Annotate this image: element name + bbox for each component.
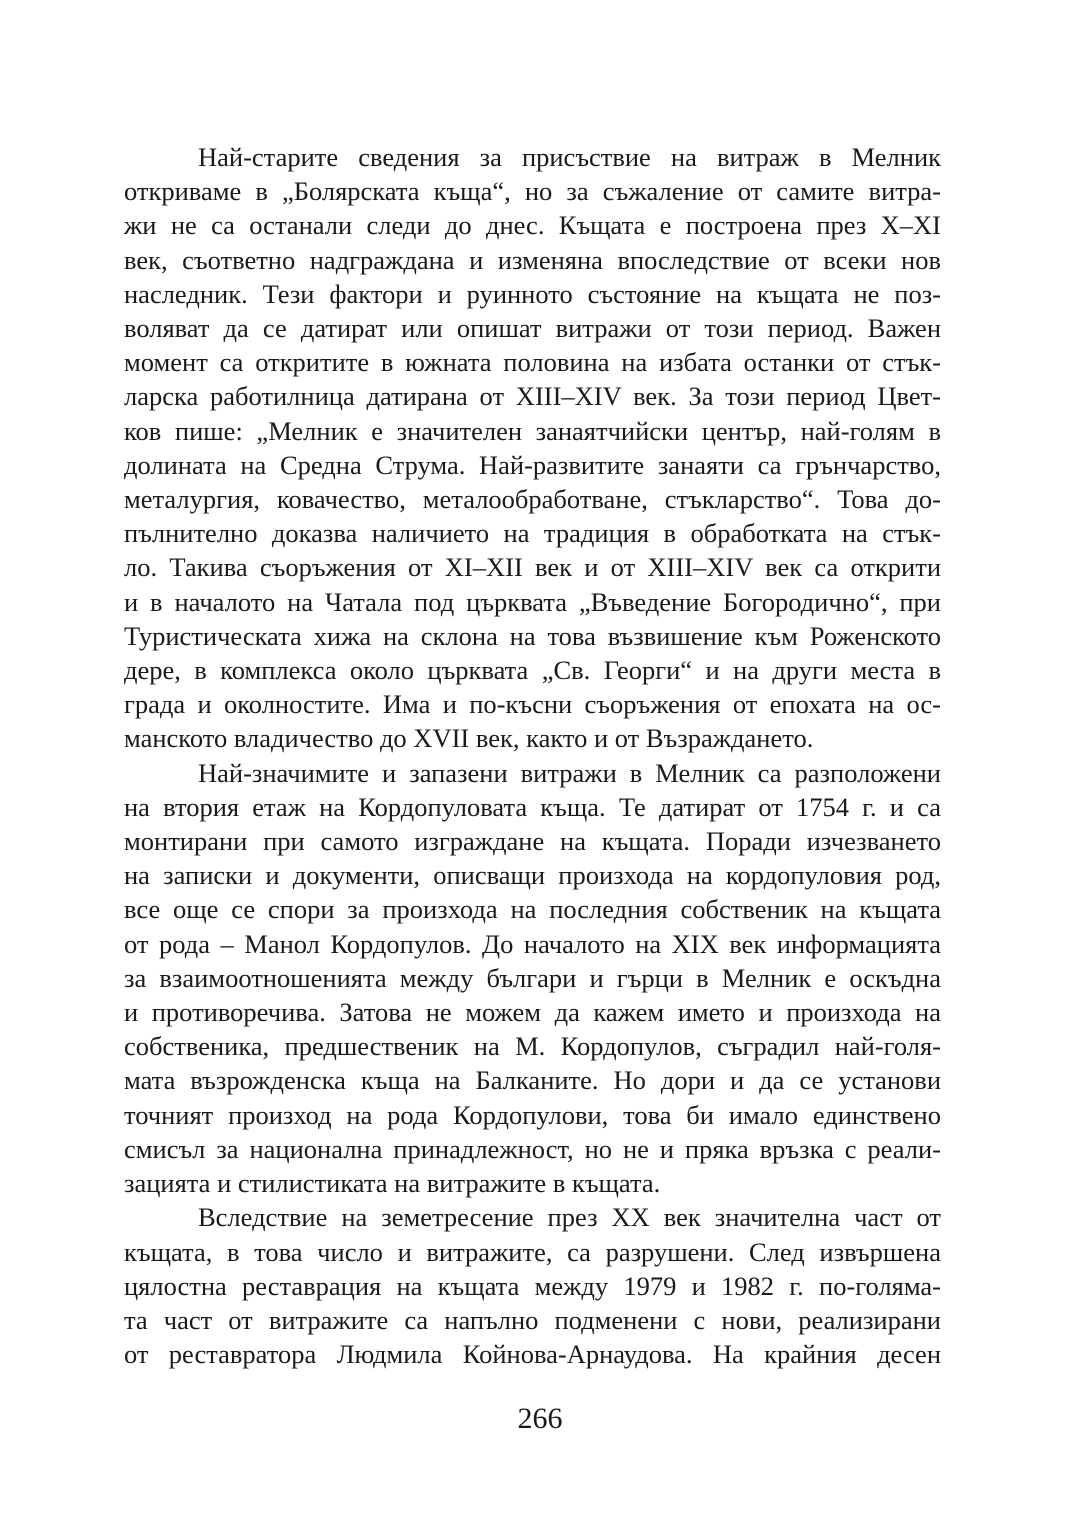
text-line: смисъл за национална принадлежност, но не и пряка връзка с реали-	[124, 1133, 941, 1164]
text-line: манското владичество до XVII век, както и от Възраждането.	[124, 723, 814, 754]
text-line: точният произход на рода Кордопулови, това би имало единствено	[124, 1099, 941, 1130]
text-line: къщата, в това число и витражите, са разрушени. След извършена	[124, 1236, 941, 1267]
text-line: долината на Средна Струма. Най-развитите занаяти са грънчарство,	[124, 449, 941, 480]
text-line: от реставратора Людмила Койнова-Арнаудова. На крайния десен	[124, 1339, 941, 1370]
text-line: ло. Такива съоръжения от XI–XII век и от XIII–XIV век са открити	[124, 552, 941, 583]
text-line: воляват да се датират или опишат витражи от този период. Важен	[124, 313, 941, 344]
text-line: та част от витражите са напълно подменени с нови, реализирани	[124, 1304, 941, 1335]
text-line: зацията и стилистиката на витражите в къщата.	[124, 1168, 661, 1199]
text-line: и противоречива. Затова не можем да кажем името и произхода на	[124, 997, 941, 1028]
text-line: Туристическата хижа на склона на това възвишение към Роженското	[124, 620, 941, 651]
text-line: откриваме в „Болярската къща“, но за съжаление от самите витра-	[124, 176, 941, 207]
text-line: Най-значимите и запазени витражи в Мелник са разположени	[198, 757, 941, 788]
text-line: Вследствие на земетресение през XX век значителна част от	[198, 1202, 941, 1233]
page-number: 266	[517, 1402, 563, 1435]
text-line: ларска работилница датирана от XIII–XIV век. За този период Цвет-	[124, 381, 941, 412]
text-line: и в началото на Чатала под църквата „Въведение Богородично“, при	[124, 586, 941, 617]
text-line: ков пише: „Мелник е значителен занаятчийски център, най-голям в	[124, 415, 941, 446]
body-text	[124, 140, 941, 1371]
paragraph	[124, 140, 941, 756]
text-line: града и околностите. Има и по-късни съоръжения от епохата на ос-	[124, 689, 941, 720]
text-line: дере, в комплекса около църквата „Св. Георги“ и на други места в	[124, 655, 941, 686]
text-line: век, съответно надграждана и изменяна впоследствие от всеки нов	[124, 244, 941, 275]
text-line: пълнително доказва наличието на традиция в обработката на стък-	[124, 518, 941, 549]
text-line: цялостна реставрация на къщата между 1979 и 1982 г. по-голяма-	[124, 1270, 941, 1301]
text-line: момент са откритите в южната половина на избата останки от стък-	[124, 347, 941, 378]
paragraph	[124, 756, 941, 1201]
text-line: Най-старите сведения за присъствие на витраж в Мелник	[198, 142, 941, 172]
text-line: на записки и документи, описващи произхода на кордопуловия род,	[124, 860, 941, 891]
paragraph	[124, 1200, 941, 1371]
text-line: монтирани при самото изграждане на къщата. Поради изчезването	[124, 826, 941, 857]
text-line: все още се спори за произхода на последния собственик на къщата	[124, 894, 941, 925]
text-line: жи не са останали следи до днес. Къщата е построена през X–XI	[124, 210, 941, 241]
text-line: металургия, ковачество, металообработване, стъкларство“. Това до-	[124, 484, 941, 515]
text-line: наследник. Тези фактори и руинното състояние на къщата не поз-	[124, 278, 941, 309]
text-line: от рода – Манол Кордопулов. До началото на XIX век информацията	[124, 928, 941, 959]
text-line: мата възрожденска къща на Балканите. Но дори и да се установи	[124, 1065, 941, 1096]
text-line: за взаимоотношенията между българи и гърци в Мелник е оскъдна	[124, 962, 941, 993]
text-line: на втория етаж на Кордопуловата къща. Те датират от 1754 г. и са	[124, 791, 941, 822]
text-line: собственика, предшественик на М. Кордопулов, съградил най-голя-	[124, 1031, 941, 1062]
